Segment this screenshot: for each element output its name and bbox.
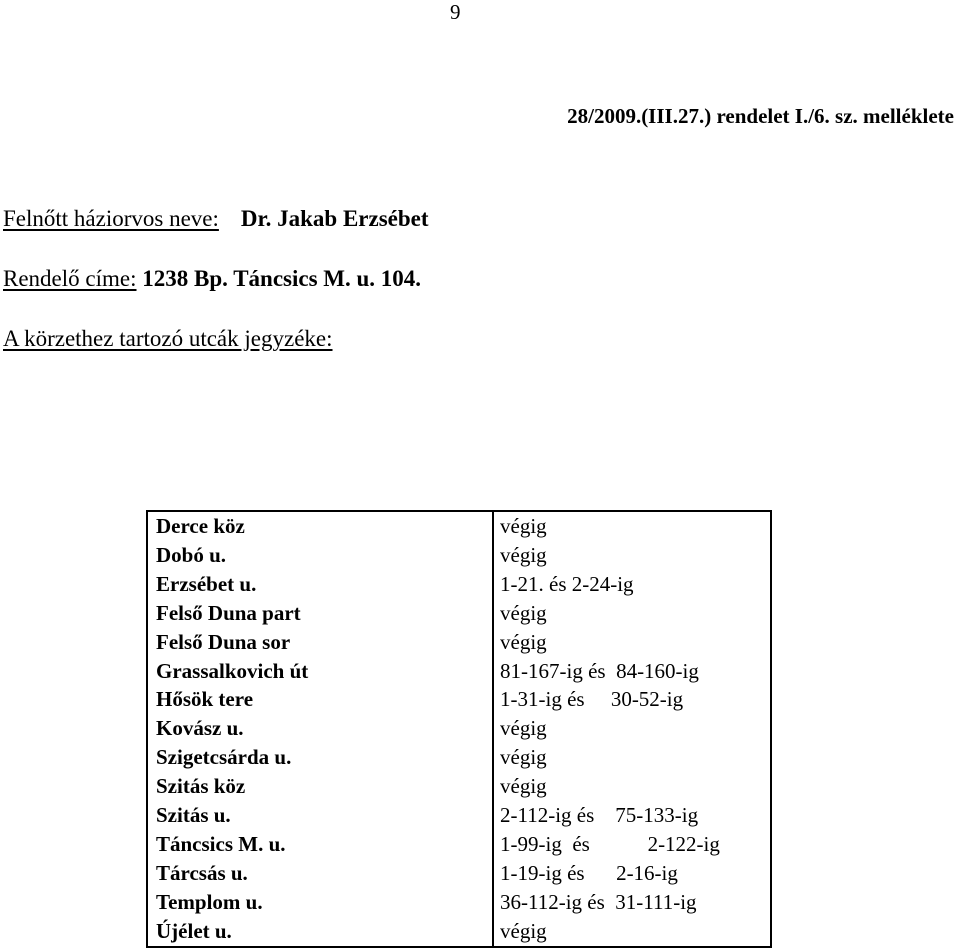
street-name: Dobó u. bbox=[156, 542, 227, 567]
office-address: 1238 Bp. Táncsics M. u. 104. bbox=[142, 266, 422, 291]
street-range: 1-31-ig és 30-52-ig bbox=[493, 685, 771, 714]
table-row bbox=[147, 801, 771, 830]
street-range: 1-19-ig és 2-16-ig bbox=[493, 859, 771, 888]
street-name: Erzsébet u. bbox=[156, 571, 257, 596]
street-range: végig bbox=[493, 714, 771, 743]
street-name: Szitás u. bbox=[156, 803, 231, 828]
street-name: Újélet u. bbox=[156, 918, 232, 943]
street-range: végig bbox=[493, 599, 771, 628]
street-name: Táncsics M. u. bbox=[156, 831, 286, 856]
street-range: végig bbox=[493, 628, 771, 657]
office-label: Rendelő címe: bbox=[3, 266, 137, 291]
streets-table-body bbox=[147, 511, 771, 947]
street-name: Hősök tere bbox=[156, 687, 254, 712]
street-name: Tárcsás u. bbox=[156, 860, 248, 885]
street-range: 2-112-ig és 75-133-ig bbox=[493, 801, 771, 830]
streets-heading: A körzethez tartozó utcák jegyzéke: bbox=[3, 326, 333, 351]
table-row bbox=[147, 570, 771, 599]
street-range: végig bbox=[493, 917, 771, 947]
street-range: végig bbox=[493, 511, 771, 541]
street-name: Szigetcsárda u. bbox=[156, 745, 292, 770]
street-name: Felső Duna sor bbox=[156, 629, 291, 654]
doctor-name: Dr. Jakab Erzsébet bbox=[240, 206, 429, 231]
street-range: végig bbox=[493, 743, 771, 772]
street-name: Templom u. bbox=[156, 889, 263, 914]
table-row bbox=[147, 917, 771, 947]
street-range: 1-21. és 2-24-ig bbox=[493, 570, 771, 599]
table-row bbox=[147, 714, 771, 743]
street-name: Szitás köz bbox=[156, 774, 246, 799]
street-range: 36-112-ig és 31-111-ig bbox=[493, 888, 771, 917]
table-row bbox=[147, 830, 771, 859]
table-row bbox=[147, 685, 771, 714]
table-row bbox=[147, 541, 771, 570]
table-row bbox=[147, 859, 771, 888]
office-line bbox=[3, 266, 421, 292]
table-row bbox=[147, 772, 771, 801]
street-name: Felső Duna part bbox=[156, 600, 301, 625]
street-range: 1-99-ig és 2-122-ig bbox=[493, 830, 771, 859]
table-row bbox=[147, 657, 771, 686]
page-number: 9 bbox=[450, 0, 461, 24]
doctor-label: Felnőtt háziorvos neve: bbox=[3, 206, 219, 231]
streets-table bbox=[146, 510, 772, 948]
decree-title: 28/2009.(III.27.) rendelet I./6. sz. melléklete bbox=[567, 104, 954, 128]
table-row bbox=[147, 888, 771, 917]
table-row bbox=[147, 599, 771, 628]
street-range: 81-167-ig és 84-160-ig bbox=[493, 657, 771, 686]
street-range: végig bbox=[493, 541, 771, 570]
doctor-line bbox=[3, 206, 429, 232]
table-row bbox=[147, 628, 771, 657]
street-name: Grassalkovich út bbox=[156, 658, 309, 683]
table-row bbox=[147, 511, 771, 541]
street-range: végig bbox=[493, 772, 771, 801]
table-row bbox=[147, 743, 771, 772]
street-name: Derce köz bbox=[156, 514, 245, 538]
street-name: Kovász u. bbox=[156, 716, 244, 741]
